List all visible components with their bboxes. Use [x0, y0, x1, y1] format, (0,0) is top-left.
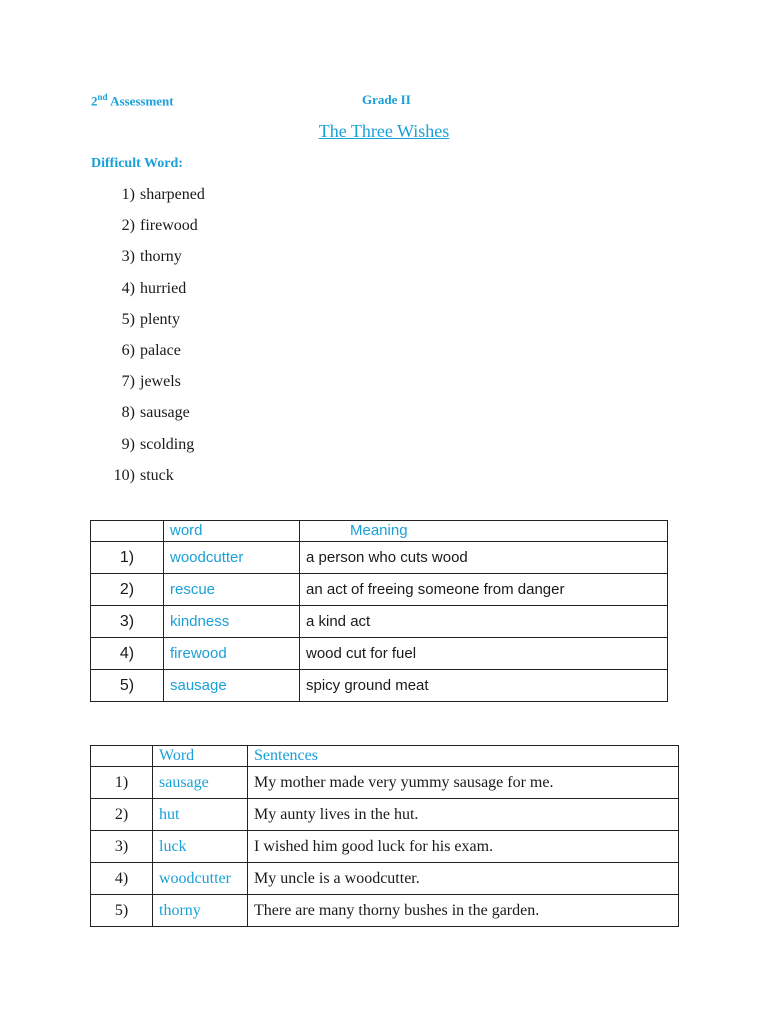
row-number: 4)	[91, 638, 164, 670]
list-item-number: 10)	[113, 466, 135, 484]
row-meaning: a person who cuts wood	[300, 542, 668, 574]
row-number: 2)	[91, 574, 164, 606]
row-sentence: My mother made very yummy sausage for me.	[248, 767, 679, 799]
list-item-number: 2)	[121, 217, 135, 235]
row-word: kindness	[164, 606, 300, 638]
list-item-word: palace	[140, 341, 181, 359]
row-word: hut	[153, 799, 248, 831]
row-number: 1)	[91, 542, 164, 574]
row-sentence: I wished him good luck for his exam.	[248, 831, 679, 863]
assessment-ordinal: 2	[91, 93, 98, 109]
page-title: The Three Wishes	[318, 121, 450, 141]
list-item	[108, 278, 205, 309]
difficult-word-list	[108, 184, 205, 496]
difficult-word-heading: Difficult Word:	[91, 156, 183, 171]
row-sentence: There are many thorny bushes in the garden.	[248, 895, 679, 927]
row-number: 1)	[91, 767, 153, 799]
list-item-word: hurried	[140, 279, 187, 297]
assessment-ordinal-suffix: nd	[97, 92, 108, 102]
list-item	[108, 309, 205, 340]
table-header-row	[91, 746, 679, 767]
row-word: woodcutter	[164, 542, 300, 574]
list-item-word: scolding	[140, 435, 195, 453]
table-header-sentences: Sentences	[248, 746, 679, 767]
table-row	[91, 638, 668, 670]
list-item-word: firewood	[140, 217, 198, 235]
table-row	[91, 542, 668, 574]
list-item-number: 5)	[121, 310, 135, 328]
row-number: 2)	[91, 799, 153, 831]
list-item	[108, 402, 205, 433]
list-item	[108, 215, 205, 246]
word-sentence-table	[90, 745, 679, 927]
row-word: sausage	[153, 767, 248, 799]
list-item	[108, 246, 205, 277]
list-item	[108, 465, 205, 496]
row-number: 4)	[91, 863, 153, 895]
table-header-word: Word	[153, 746, 248, 767]
table-row	[91, 799, 679, 831]
table-row	[91, 574, 668, 606]
row-meaning: a kind act	[300, 606, 668, 638]
list-item	[108, 371, 205, 402]
list-item-number: 1)	[121, 186, 135, 203]
table-row	[91, 863, 679, 895]
list-item	[108, 340, 205, 371]
table-row	[91, 606, 668, 638]
row-word: woodcutter	[153, 863, 248, 895]
table-header-number	[91, 521, 164, 542]
list-item-number: 8)	[121, 404, 135, 422]
table-header-meaning: Meaning	[300, 521, 668, 542]
list-item-word: thorny	[140, 248, 182, 266]
assessment-text: Assessment	[110, 93, 174, 109]
list-item-word: stuck	[140, 466, 174, 484]
list-item-word: sharpened	[140, 186, 205, 203]
row-word: luck	[153, 831, 248, 863]
list-item-word: jewels	[140, 373, 181, 391]
table-row	[91, 831, 679, 863]
row-word: rescue	[164, 574, 300, 606]
list-item-number: 7)	[121, 373, 135, 391]
row-word: thorny	[153, 895, 248, 927]
row-number: 3)	[91, 831, 153, 863]
row-meaning: an act of freeing someone from danger	[300, 574, 668, 606]
list-item-number: 6)	[121, 341, 135, 359]
row-number: 3)	[91, 606, 164, 638]
list-item	[108, 184, 205, 215]
row-sentence: My uncle is a woodcutter.	[248, 863, 679, 895]
row-meaning: spicy ground meat	[300, 670, 668, 702]
list-item-number: 9)	[121, 435, 135, 453]
table-header-number	[91, 746, 153, 767]
table-row	[91, 670, 668, 702]
list-item-number: 3)	[121, 248, 135, 266]
table-header-row	[91, 521, 668, 542]
row-number: 5)	[91, 895, 153, 927]
row-word: firewood	[164, 638, 300, 670]
list-item	[108, 434, 205, 465]
table-row	[91, 767, 679, 799]
list-item-word: sausage	[140, 404, 190, 422]
grade-label: Grade II	[362, 92, 411, 107]
row-meaning: wood cut for fuel	[300, 638, 668, 670]
table-header-word: word	[164, 521, 300, 542]
table-row	[91, 895, 679, 927]
list-item-number: 4)	[121, 279, 135, 297]
row-word: sausage	[164, 670, 300, 702]
list-item-word: plenty	[140, 310, 180, 328]
word-meaning-table	[90, 520, 668, 702]
assessment-label	[91, 92, 174, 109]
row-number: 5)	[91, 670, 164, 702]
row-sentence: My aunty lives in the hut.	[248, 799, 679, 831]
